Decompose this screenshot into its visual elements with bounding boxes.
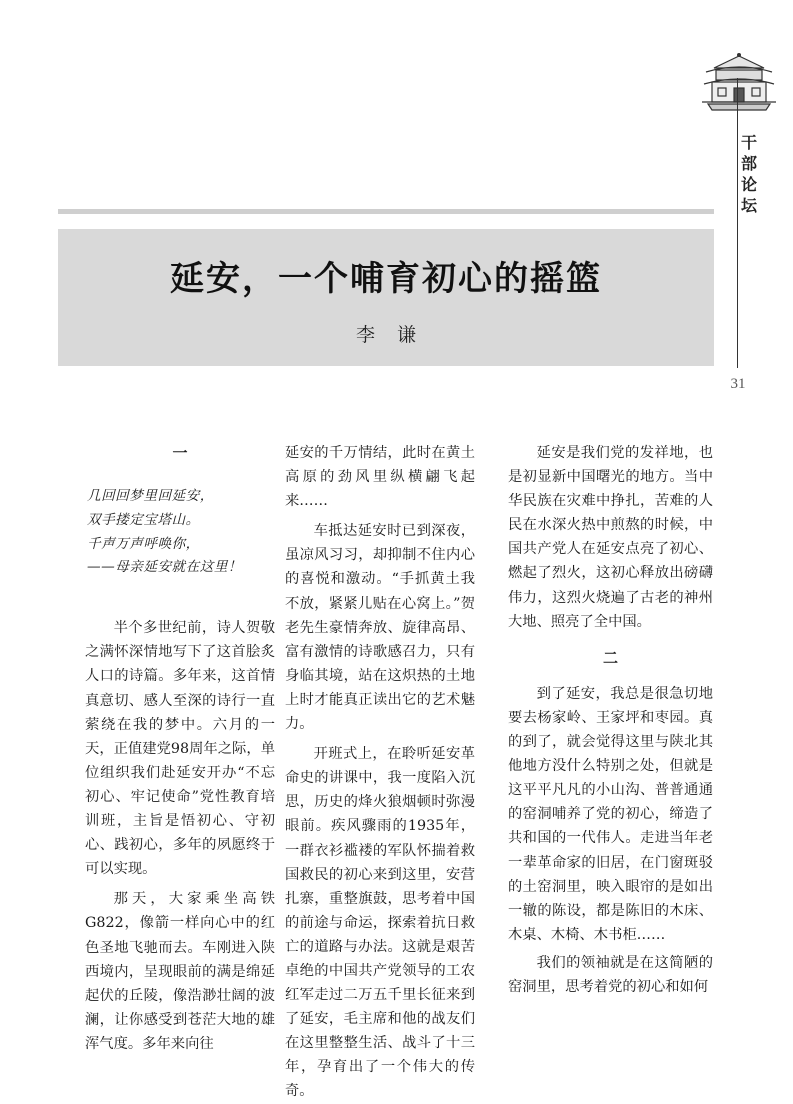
page-number: 31 — [730, 376, 746, 392]
poem-line: ——母亲延安就在这里！ — [87, 559, 243, 576]
section-heading: 二 — [602, 648, 618, 667]
article-author: 李谦 — [355, 324, 438, 346]
poem-line: 几回回梦里回延安， — [87, 488, 214, 505]
paragraph: 半个多世纪前，诗人贺敬之满怀深情地写下了这首脍炙人口的诗篇。多年来，这首情真意切、感人至深的诗行一直萦绕在我的梦中。六月的一天，正值建党98周年之际，单位组织我们赴延安开办“不忘初心、牢记使命”党性教育培训班，主旨是悟初心、守初心、践初心，多年的夙愿终于可以实现。 — [85, 620, 275, 878]
margin-rule — [737, 78, 738, 368]
paragraph: 那天，大家乘坐高铁G822，像箭一样向心中的红色圣地飞驰而去。车刚进入陕西境内，呈现眼前的满是绵延起伏的丘陵，像浩渺壮阔的波澜，让你感受到苍茫大地的雄浑气度。多年来向往 — [85, 891, 275, 1052]
pagoda-gate-icon — [700, 52, 778, 114]
title-rule — [58, 209, 714, 214]
section-label: 干部论坛 — [740, 133, 757, 215]
text-column-2 — [285, 441, 475, 1104]
poem-line: 双手搂定宝塔山。 — [87, 511, 200, 528]
paragraph: 到了延安，我总是很急切地要去杨家岭、王家坪和枣园。真的到了，就会觉得这里与陕北其他地方没什么特别之处，但就是这平平凡凡的小山沟、普普通通的窑洞哺养了党的初心，缔造了共和国的一代伟人。走进当年老一辈革命家的旧居，在门窗斑驳的土窑洞里，映入眼帘的是如出一辙的陈设，都是陈旧的木床、木桌、木椅、木书柜…… — [508, 685, 713, 943]
paragraph: 我们的领袖就是在这简陋的窑洞里，思考着党的初心和如何 — [508, 954, 713, 995]
paragraph: 延安是我们党的发祥地，也是初显新中国曙光的地方。当中华民族在灾难中挣扎，苦难的人民在水深火热中煎熬的时候，中国共产党人在延安点亮了初心、燃起了烈火，这初心释放出磅礴伟力，这烈火烧遍了古老的神州大地、照亮了全中国。 — [508, 445, 713, 630]
paragraph: 延安的千万情结，此时在黄土高原的劲风里纵横翩飞起来…… — [285, 445, 475, 510]
epigraph-poem — [85, 485, 275, 580]
text-column-1 — [85, 441, 275, 1056]
paragraph: 车抵达延安时已到深夜，虽凉风习习，却抑制不住内心的喜悦和激动。“手抓黄土我不放，紧紧儿贴在心窝上。”贺老先生豪情奔放、旋律高昂、富有激情的诗歌感召力，只有身临其境，站在这炽热的土地上时才能真正读出它的艺术魅力。 — [285, 523, 475, 733]
section-heading: 一 — [172, 444, 188, 462]
poem-line: 千声万声呼唤你， — [87, 535, 200, 552]
paragraph: 开班式上，在聆听延安革命史的讲课中，我一度陷入沉思，历史的烽火狼烟顿时弥漫眼前。疾风骤雨的1935年，一群衣衫褴褛的军队怀揣着救国救民的初心来到这里，安营扎寨，重整旗鼓，思考着中国的前途与命运，探索着抗日救亡的道路与办法。这就是艰苦卓绝的中国共产党领导的工农红军走过二万五千里长征来到了延安，毛主席和他的战友们在这里整整生活、战斗了十三年，孕育出了一个伟大的传奇。 — [285, 746, 475, 1100]
text-column-3 — [508, 441, 713, 999]
article-title: 延安，一个哺育初心的摇篮 — [170, 259, 602, 299]
